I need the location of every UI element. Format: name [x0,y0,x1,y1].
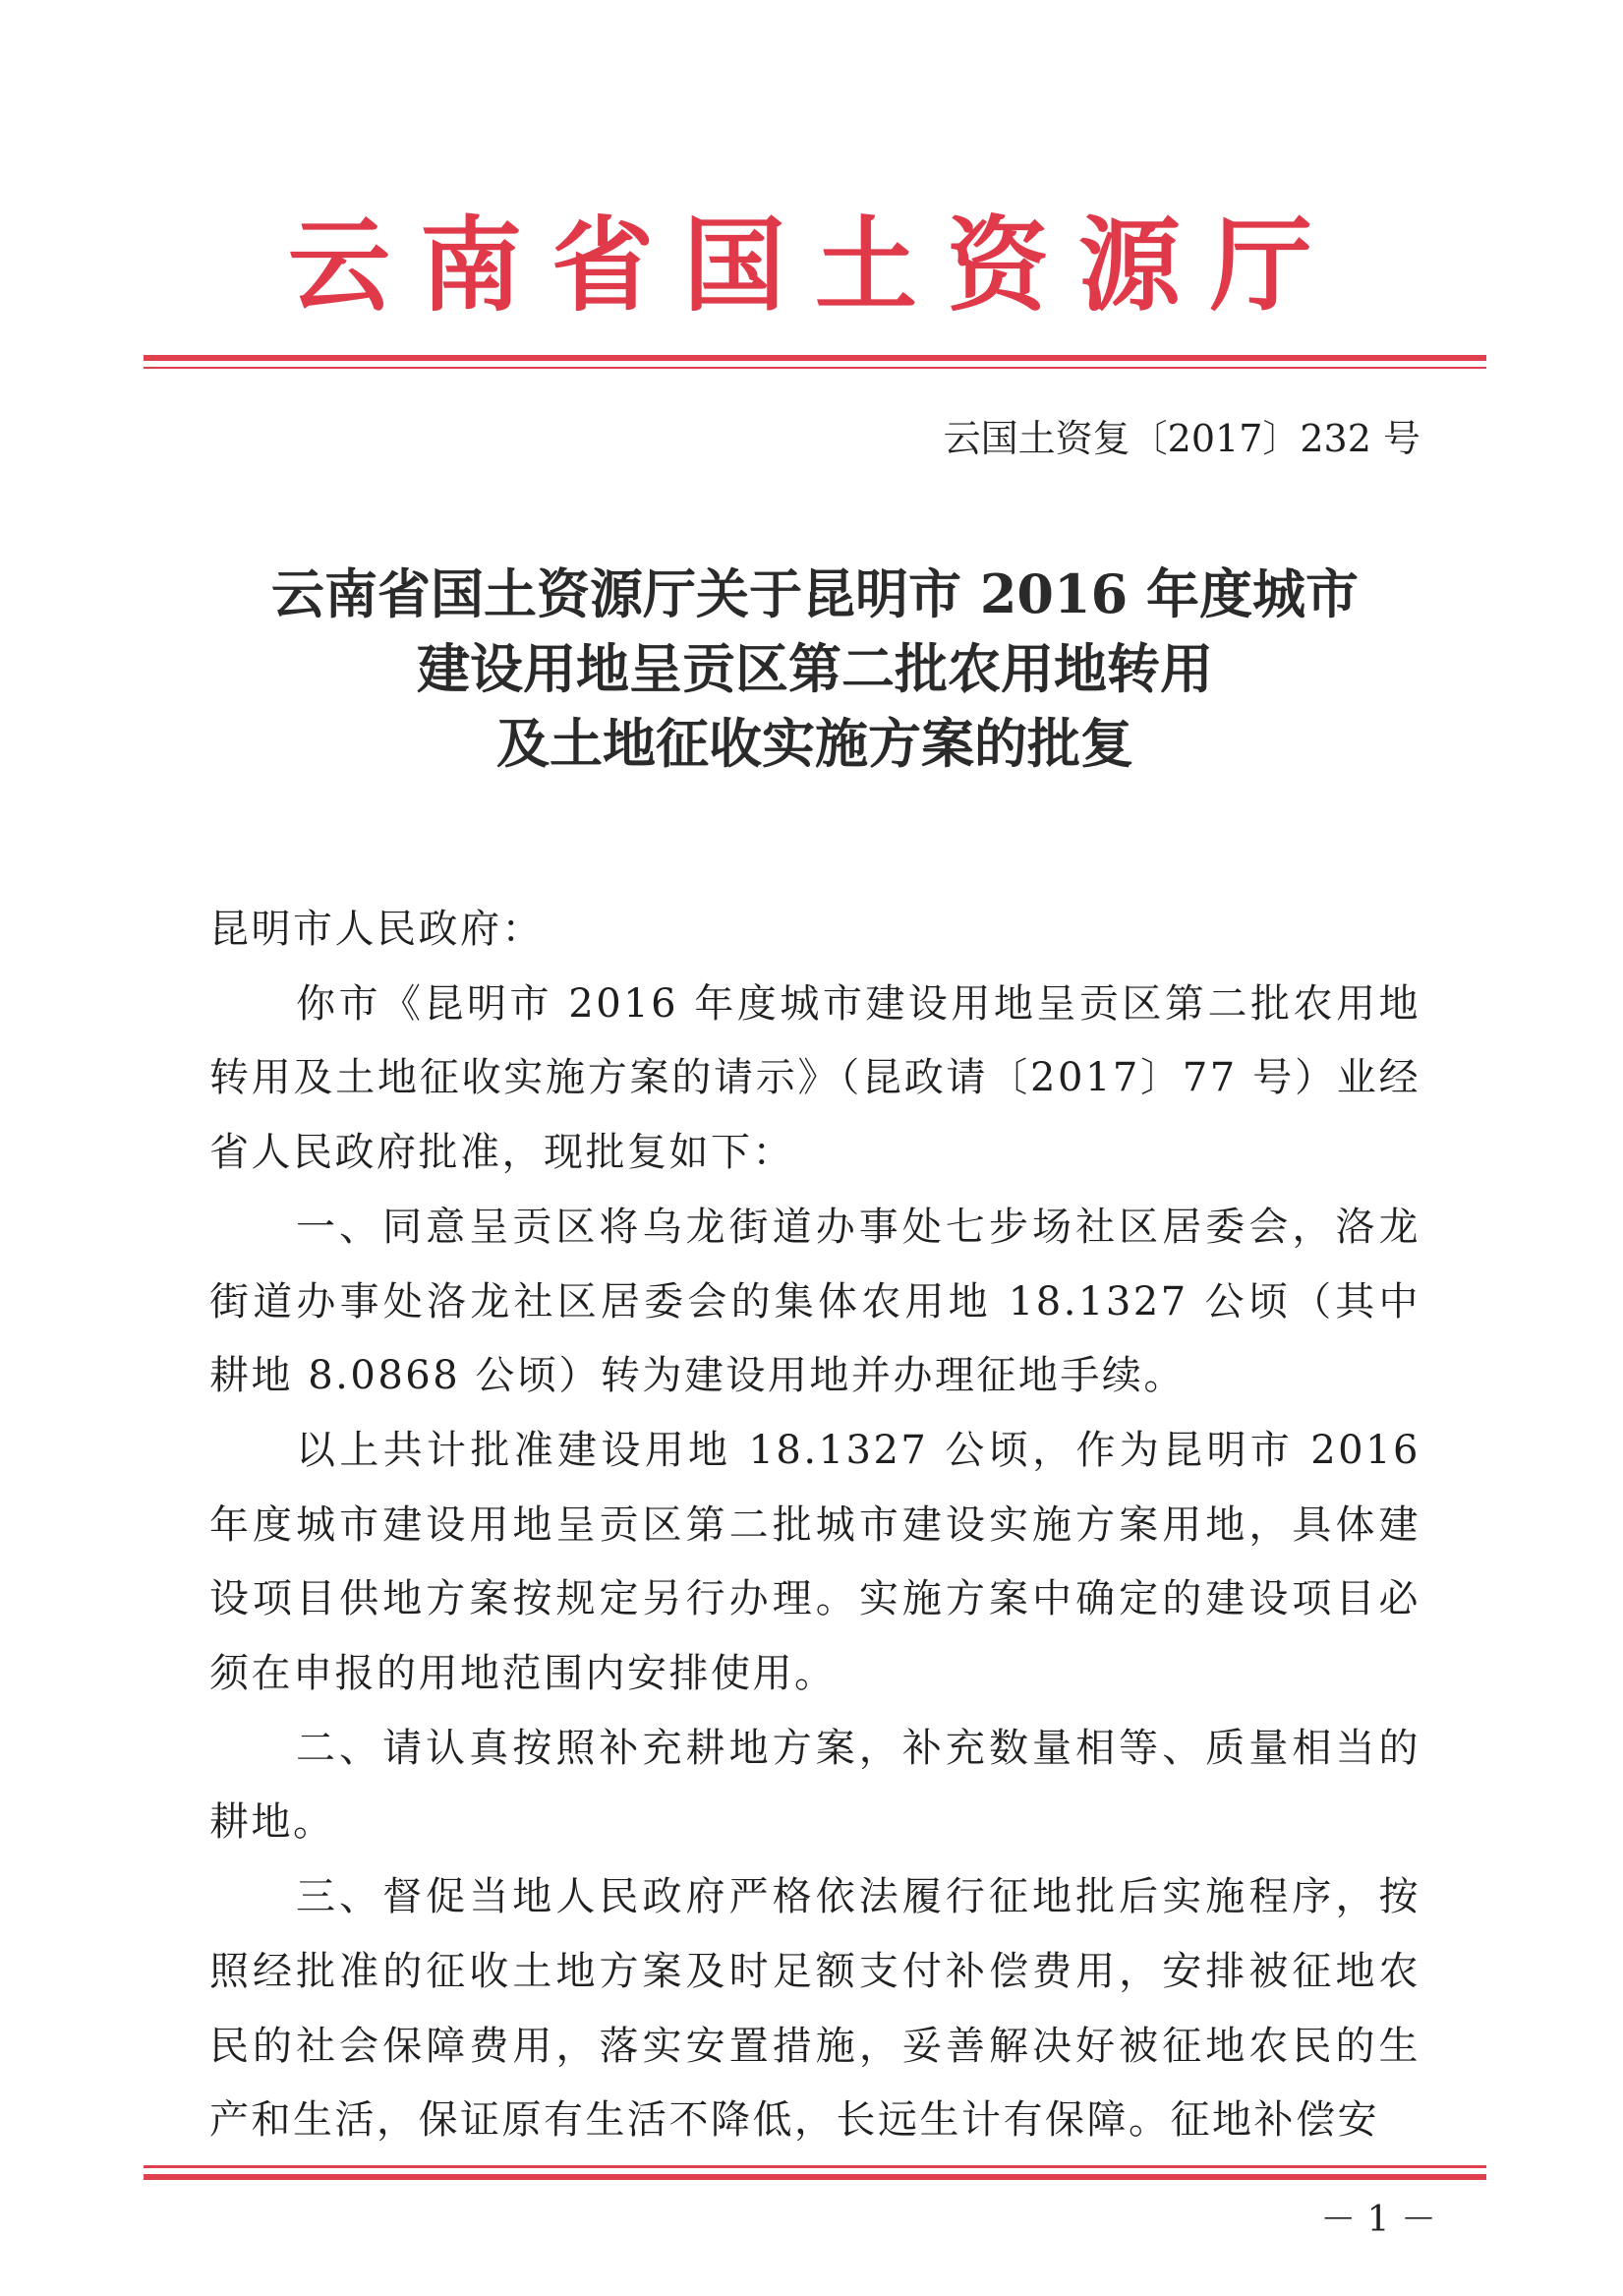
document-number: 云国土资复〔2017〕232 号 [943,417,1420,460]
footer-rule-thin [144,2165,1486,2168]
issuing-authority-header: 云南省国土资源厅 [287,205,1342,325]
body-paragraph: 一、同意呈贡区将乌龙街道办事处七步场社区居委会，洛龙街道办事处洛龙社区居委会的集体农用地 18.1327 公顷（其中耕地 8.0868 公顷）转为建设用地并办理征地手续。 [209,1204,1420,1399]
salutation: 昆明市人民政府： [209,907,544,952]
document-title [144,557,1486,781]
title-line: 及土地征收实施方案的批复 [496,712,1133,775]
body-paragraph: 以上共计批准建设用地 18.1327 公顷，作为昆明市 2016 年度城市建设用地呈贡区第二批城市建设实施方案用地，具体建设项目供地方案按规定另行办理。实施方案中确定的建设项目必须在申报的用地范围内安排使用。 [209,1427,1420,1697]
header-rule-thick [144,355,1486,361]
title-line: 云南省国土资源厅关于昆明市 2016 年度城市 [271,562,1359,625]
footer-rule-thick [144,2174,1486,2180]
body-paragraph: 三、督促当地人民政府严格依法履行征地批后实施程序，按照经批准的征收土地方案及时足额支付补偿费用，安排被征地农民的社会保障费用，落实安置措施，妥善解决好被征地农民的生产和生活，保证原有生活不降低，长远生计有保障。征地补偿安 [209,1874,1420,2144]
title-line: 建设用地呈贡区第二批农用地转用 [417,637,1213,700]
body-paragraph: 二、请认真按照补充耕地方案，补充数量相等、质量相当的耕地。 [209,1725,1420,1846]
header-rule-thin [144,367,1486,369]
body-paragraph: 你市《昆明市 2016 年度城市建设用地呈贡区第二批农用地转用及土地征收实施方案的请示》（昆政请〔2017〕77 号）业经省人民政府批准，现批复如下： [209,980,1420,1176]
document-body [209,893,1420,2158]
page-number: － 1 － [1320,2200,1436,2240]
